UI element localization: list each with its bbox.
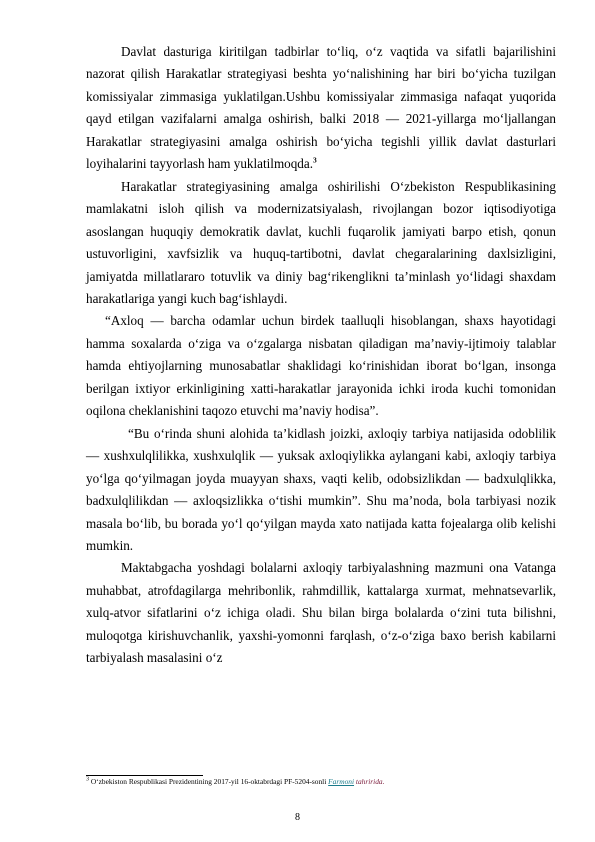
- paragraph-1: [86, 41, 556, 176]
- paragraph-4: “Bu o‘rinda shuni alohida ta’kidlash joizki, axloqiy tarbiya natijasida odoblilik — xushxulqlilikka, xushxulqlik — yuksak axloqiylikka aylangani kabi, axloqiy tarbiya yo‘lga qo‘yilmagan joyda muayyan shaxs, vaqti kelib, odobsizlikdan — badxulqlikka, badxulqlilikdan — axloqsizlikka o‘tishi mumkin”. Shu ma’noda, bola tarbiyasi nozik masala bo‘lib, bu borada yo‘l qo‘yilgan mayda xato natijada katta fojealarga olib kelishi mumkin.: [86, 425, 556, 553]
- paragraph-2: Harakatlar strategiyasining amalga oshirilishi O‘zbekiston Respublikasining mamlakatni isloh qilish va modernizatsiyalash, rivojlangan bozor iqtisodiyotiga asoslangan huquqiy demokratik davlat, kuchli fuqarolik jamiyati barpo etish, qonun ustuvorligini, xavfsizlik va huquq-tartibotni, davlat chegaralarining daxlsizligini, jamiyatda millatlararo totuvlik va diniy bag‘rikenglikni ta’minlash yo‘lidagi shaxdam harakatlariga yangi kuch bag‘ishlaydi.: [86, 178, 556, 306]
- footnote-text: O‘zbekiston Respublikasi Prezidentining 2017-yil 16-oktabrdagi PF-5204-sonli: [89, 777, 329, 786]
- paragraph-5: Maktabgacha yoshdagi bolalarni axloqiy tarbiyalashning mazmuni ona Vatanga muhabbat, atrofdagilarga mehribonlik, rahmdillik, kattalarga xurmat, mehnatsevarlik, xulq-atvor sifatlarini o‘z ichiga oladi. Shu bilan birga bolalarda o‘zini tuta bilishni, muloqotga kirishuvchanlik, yaxshi-yomonni farqlash, o‘z-o‘ziga baxo berish kabilarni tarbiyalash masalasini o‘z: [86, 560, 556, 666]
- paragraph-1-text: Davlat dasturiga kiritilgan tadbirlar to‘liq, o‘z vaqtida va sifatli bajarilishini nazorat qilish Harakatlar strategiyasi beshta yo‘nalishining har biri bo‘yicha tuzilgan komissiyalar zimmasiga yuklatilgan.Ushbu komissiyalar zimmasiga nafaqat yuqorida qayd etilgan vazifalarni amalga oshirish, balki 2018 — 2021-yillarga mo‘ljallangan Harakatlar strategiyasini amalga oshirish bo‘yicha tegishli yillik davlat dasturlari loyihalarini tayyorlash ham yuklatilmoqda.: [86, 44, 556, 172]
- footnote-link-suffix: tahririda.: [355, 777, 385, 786]
- footnote-number: 3: [86, 776, 89, 783]
- footnote-divider: [86, 775, 203, 776]
- paragraph-3: “Axloq — barcha odamlar uchun birdek taalluqli hisoblangan, shaxs hayotidagi hamma soxalarda o‘ziga va o‘zgalarga nisbatan qiladigan ma’naviy-ijtimoiy talablar hamda ehtiyojlarning munosabatlar shaklidagi ko‘rinishidan iborat bo‘lgan, insonga berilgan ixtiyor erkinligining xatti-harakatlar jarayonida ichki iroda kuchi tomonidan oqilona cheklanishini taqozo etuvchi ma’naviy hodisa”.: [86, 313, 556, 419]
- footnote-link[interactable]: Farmoni: [328, 777, 355, 786]
- footnote: [86, 777, 556, 787]
- page-number: 8: [295, 812, 300, 823]
- body-text: [86, 41, 556, 670]
- footnote-reference[interactable]: 3: [313, 155, 317, 165]
